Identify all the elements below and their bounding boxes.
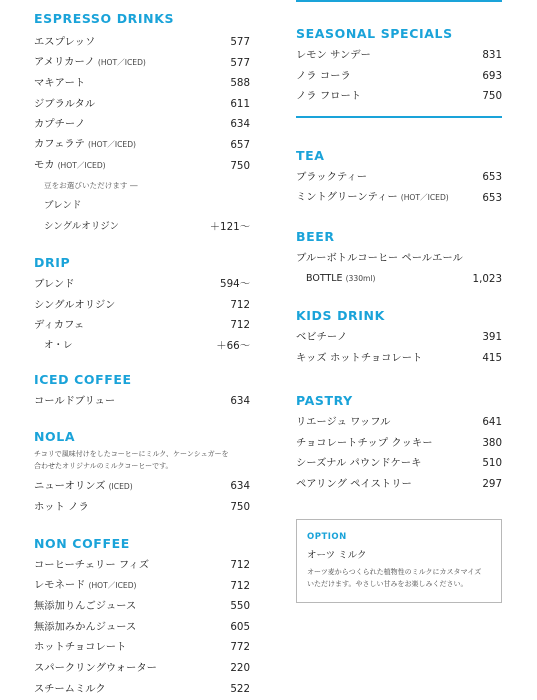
menu-item: リエージュ ワッフル 641 xyxy=(296,416,502,428)
menu-item: ジブラルタル 611 xyxy=(34,94,250,115)
menu-item: スチームミルク 522 xyxy=(34,682,250,695)
menu-item-price: 577 xyxy=(230,36,250,48)
menu-item-price: 750 xyxy=(230,159,250,172)
section-pastry xyxy=(296,392,502,494)
menu-item: ホットチョコレート 772 xyxy=(34,641,250,654)
menu-item: ブルーボトルコーヒー ペールエール xyxy=(296,252,463,264)
menu-item-price: 634 xyxy=(230,118,250,131)
menu-item: ディカフェ 712 xyxy=(34,319,250,332)
menu-item: キッズ ホットチョコレート 415 xyxy=(296,351,502,364)
menu-item: コーヒーチェリー フィズ 712 xyxy=(34,559,250,571)
section-title: NOLA xyxy=(34,429,76,444)
menu-item: レモン サンデー 831 xyxy=(296,49,502,61)
menu-item: ペアリング ペイストリー 297 xyxy=(296,477,502,490)
menu-item: スパークリングウォーター 220 xyxy=(34,661,250,674)
menu-item: チョコレートチップ クッキー 380 xyxy=(296,436,502,449)
section-title: ICED COFFEE xyxy=(34,372,132,387)
menu-item: レモネード (HOT／ICED) 712 xyxy=(34,579,250,592)
section-title: BEER xyxy=(296,229,335,244)
section-title: DRIP xyxy=(34,255,71,270)
menu-sub-item: オ・レ ＋66〜 xyxy=(44,339,250,352)
menu-item: ノラ コーラ 693 xyxy=(296,69,502,82)
section-title: TEA xyxy=(296,148,325,163)
section-beer xyxy=(296,228,502,289)
seasonal-divider xyxy=(296,116,502,118)
menu-item: ブレンド 594〜 xyxy=(34,278,250,290)
section-drip xyxy=(34,254,250,356)
section-title: ESPRESSO DRINKS xyxy=(34,11,175,26)
option-description: オーツ麦からつくられた植物性のミルクにカスタマイズ いただけます。やさしい甘みをお楽しみください。 xyxy=(307,568,482,588)
bean-choice-label: 豆をお選びいただけます ― xyxy=(44,181,138,191)
option-title: OPTION xyxy=(307,532,347,542)
bean-choice-item: ブレンド xyxy=(44,200,82,212)
section-iced-coffee xyxy=(34,371,250,412)
menu-item: アメリカーノ (HOT／ICED) 577 xyxy=(34,53,250,74)
section-title: SEASONAL SPECIALS xyxy=(296,26,453,41)
menu-item: モカ (HOT／ICED) 750 xyxy=(34,156,250,177)
option-item: オーツ ミルク xyxy=(307,550,367,561)
menu-item: シングルオリジン 712 xyxy=(34,298,250,311)
top-divider xyxy=(296,0,502,2)
section-tea xyxy=(296,147,502,208)
menu-item-price: 577 xyxy=(230,56,250,69)
section-title: NON COFFEE xyxy=(34,536,130,551)
menu-item: BOTTLE (330ml) 1,023 xyxy=(306,272,502,285)
menu-item: 無添加りんごジュース 550 xyxy=(34,600,250,613)
menu-item-price: 611 xyxy=(230,97,250,110)
menu-item: 無添加みかんジュース 605 xyxy=(34,620,250,633)
menu-item: カプチーノ 634 xyxy=(34,114,250,135)
menu-item: カフェラテ (HOT／ICED) 657 xyxy=(34,135,250,156)
menu-item: シーズナル パウンドケーキ 510 xyxy=(296,457,502,470)
bean-choice-item: シングルオリジン ＋121〜 xyxy=(44,220,250,233)
option-box xyxy=(296,519,502,603)
nola-description: チコリで風味付けをしたコーヒーにミルク、ケーンシュガーを 合わせたオリジナルのミルクコーヒーです。 xyxy=(34,450,229,470)
section-non-coffee xyxy=(34,535,250,699)
menu-item: マキアート 588 xyxy=(34,73,250,94)
menu-right-column xyxy=(296,0,502,490)
menu-item: ホット ノラ 750 xyxy=(34,500,250,513)
menu-item-price: 588 xyxy=(230,77,250,90)
menu-item: コールドブリュー 634 xyxy=(34,395,250,407)
menu-item: ミントグリーンティー (HOT／ICED) 653 xyxy=(296,191,502,204)
menu-item: ベビチーノ 391 xyxy=(296,331,502,343)
section-title: KIDS DRINK xyxy=(296,308,385,323)
section-seasonal-specials xyxy=(296,25,502,118)
menu-item: ブラックティー 653 xyxy=(296,171,502,183)
menu-item: エスプレッソ 577 xyxy=(34,32,250,53)
menu-item: ノラ フロート 750 xyxy=(296,90,502,103)
section-title: PASTRY xyxy=(296,393,353,408)
section-nola xyxy=(34,428,250,517)
menu-item-price: 657 xyxy=(230,138,250,151)
menu-item: ニューオリンズ (ICED) 634 xyxy=(34,479,250,492)
section-kids-drink xyxy=(296,307,502,368)
section-espresso-drinks xyxy=(34,10,250,237)
